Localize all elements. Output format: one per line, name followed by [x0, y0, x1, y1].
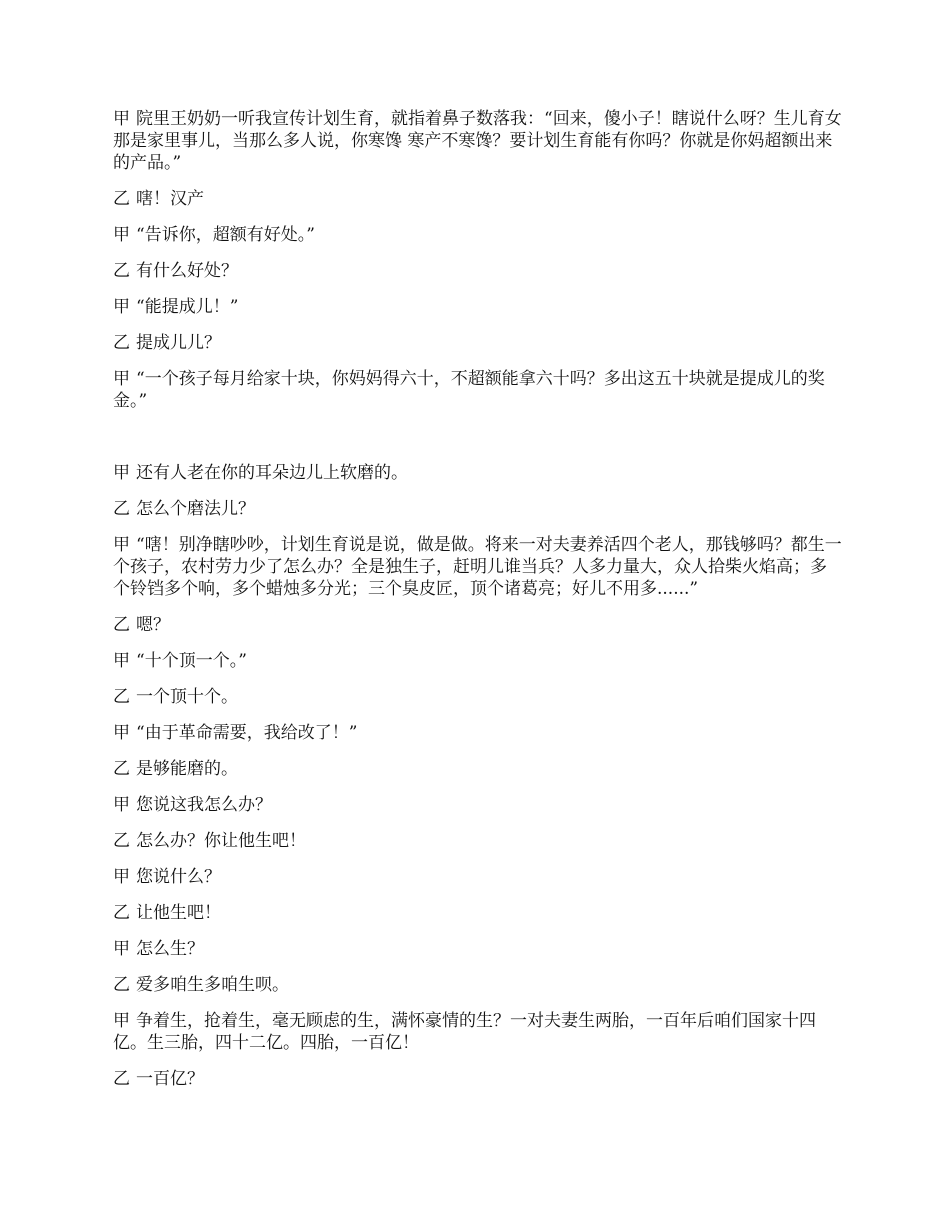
speaker-label: 甲 [113, 867, 130, 887]
dialogue-line [113, 938, 843, 960]
speaker-label: 乙 [113, 261, 130, 281]
line-text: 院里王奶奶一听我宣传计划生育，就指着鼻子数落我：“回来，傻小子！瞎说什么呀？生儿育女那是家里事儿，当那么多人说，你寒馋 寒产不寒馋？要计划生育能有你吗？你就是你妈超额出来的产品。” [113, 109, 842, 173]
line-text: 有什么好处？ [136, 261, 238, 281]
dialogue-line [113, 794, 843, 816]
speaker-label: 甲 [113, 1011, 130, 1031]
line-text: 爱多咱生多咱生呗。 [136, 975, 289, 995]
speaker-label: 甲 [113, 225, 130, 245]
dialogue-line [113, 368, 843, 412]
line-text: “能提成儿！” [136, 297, 239, 317]
dialogue-line [113, 1068, 843, 1090]
speaker-label: 乙 [113, 759, 130, 779]
line-text: 让他生吧！ [136, 903, 221, 923]
speaker-label: 乙 [113, 615, 130, 635]
dialogue-line [113, 108, 843, 174]
line-text: 一百亿？ [136, 1069, 204, 1089]
speaker-label: 甲 [113, 463, 130, 483]
line-text: 还有人老在你的耳朵边儿上软磨的。 [136, 463, 408, 483]
dialogue-line [113, 332, 843, 354]
speaker-label: 甲 [113, 297, 130, 317]
dialogue-line [113, 758, 843, 780]
dialogue-line [113, 224, 843, 246]
dialogue-line [113, 830, 843, 852]
line-text: “嗐！别净瞎吵吵，计划生育说是说，做是做。将来一对夫妻养活四个老人，那钱够吗？都生一个孩子，农村劳力少了怎么办？全是独生子，赶明儿谁当兵？人多力量大，众人拾柴火焰高；多个铃铛多个响，多个蜡烛多分光；三个臭皮匠，顶个诸葛亮；好儿不用多......” [113, 535, 842, 599]
line-text: 是够能磨的。 [136, 759, 238, 779]
dialogue-line [113, 188, 843, 210]
line-text: 怎么办？你让他生吧！ [136, 831, 306, 851]
speaker-label: 乙 [113, 687, 130, 707]
speaker-label: 甲 [113, 723, 130, 743]
line-text: 怎么个磨法儿？ [136, 499, 255, 519]
line-text: “由于革命需要，我给改了！” [136, 723, 358, 743]
dialogue-line [113, 974, 843, 996]
speaker-label: 甲 [113, 109, 130, 129]
speaker-label: 甲 [113, 535, 130, 555]
line-text: 争着生，抢着生，毫无顾虑的生，满怀豪情的生？一对夫妻生两胎，一百年后咱们国家十四亿。生三胎，四十二亿。四胎，一百亿！ [113, 1011, 816, 1053]
speaker-label: 乙 [113, 499, 130, 519]
speaker-label: 乙 [113, 189, 130, 209]
line-text: 嗐！汉产 [136, 189, 204, 209]
dialogue-line [113, 686, 843, 708]
dialogue-line [113, 866, 843, 888]
line-text: “一个孩子每月给家十块，你妈妈得六十，不超额能拿六十吗？多出这五十块就是提成儿的奖金。” [113, 369, 825, 411]
line-text: 您说什么？ [136, 867, 221, 887]
speaker-label: 甲 [113, 795, 130, 815]
dialogue-line [113, 534, 843, 600]
line-text: 一个顶十个。 [136, 687, 238, 707]
line-text: 嗯？ [136, 615, 170, 635]
dialogue-line [113, 296, 843, 318]
section-gap [113, 426, 843, 462]
speaker-label: 乙 [113, 975, 130, 995]
dialogue-line [113, 1010, 843, 1054]
speaker-label: 乙 [113, 1069, 130, 1089]
dialogue-line [113, 902, 843, 924]
speaker-label: 乙 [113, 831, 130, 851]
dialogue-line [113, 260, 843, 282]
speaker-label: 乙 [113, 903, 130, 923]
line-text: “告诉你，超额有好处。” [136, 225, 315, 245]
document-page [113, 108, 843, 1104]
dialogue-line [113, 722, 843, 744]
speaker-label: 甲 [113, 369, 130, 389]
line-text: 您说这我怎么办？ [136, 795, 272, 815]
speaker-label: 乙 [113, 333, 130, 353]
speaker-label: 甲 [113, 651, 130, 671]
dialogue-line [113, 498, 843, 520]
speaker-label: 甲 [113, 939, 130, 959]
dialogue-line [113, 650, 843, 672]
line-text: “十个顶一个。” [136, 651, 247, 671]
line-text: 怎么生？ [136, 939, 204, 959]
line-text: 提成儿儿？ [136, 333, 221, 353]
dialogue-line [113, 614, 843, 636]
dialogue-line [113, 462, 843, 484]
